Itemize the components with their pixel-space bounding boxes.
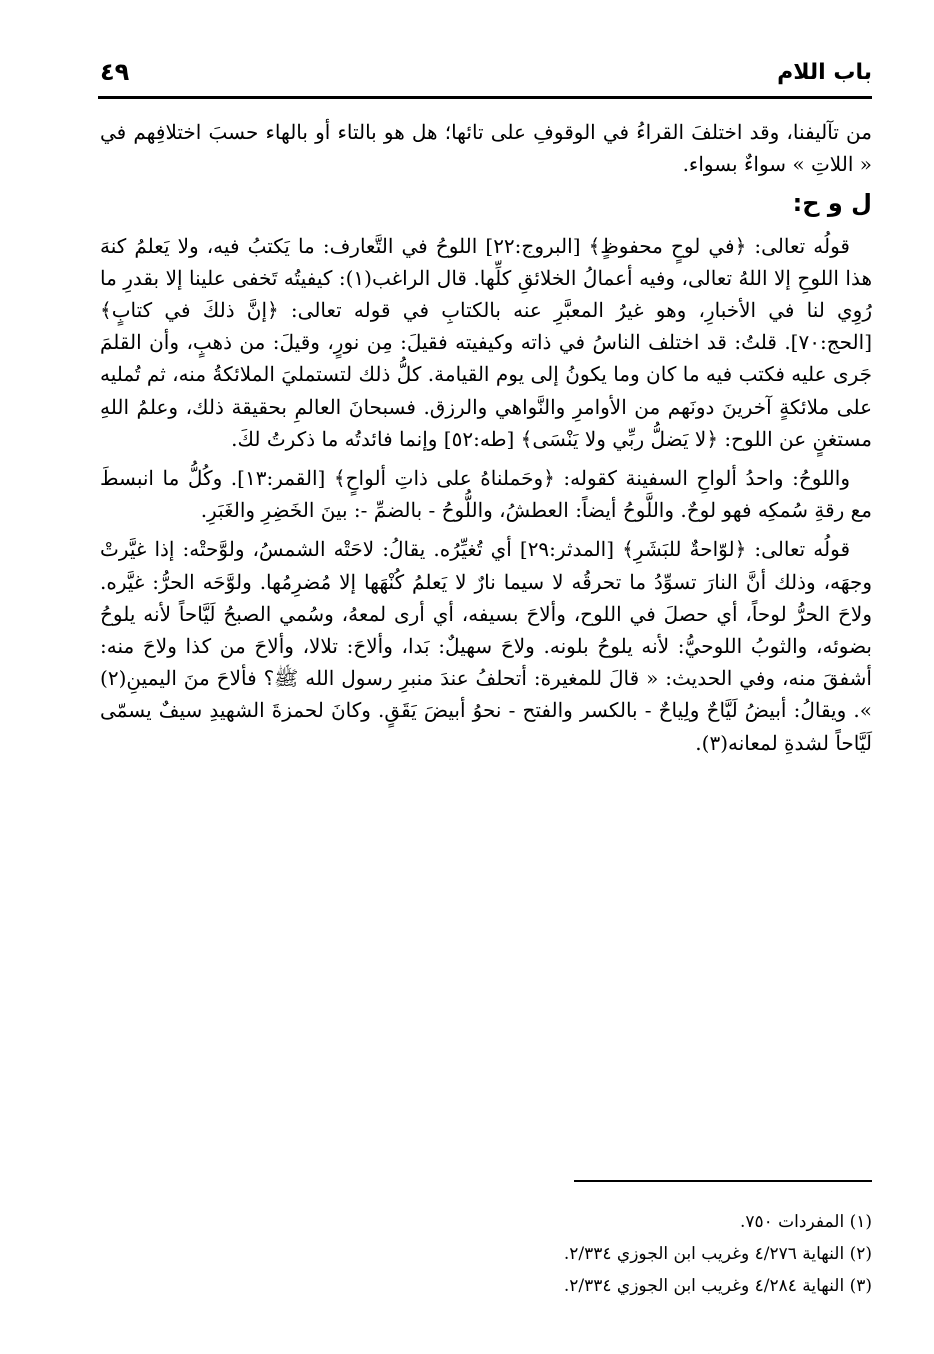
footnote-divider	[574, 1180, 872, 1182]
footnote-1: (١) المفردات ٧٥٠.	[739, 1212, 872, 1232]
footnote-2: (٢) النهاية ٤/٢٧٦ وغريب ابن الجوزي ٢/٣٣٤.	[563, 1244, 872, 1264]
footnote-3: (٣) النهاية ٤/٢٨٤ وغريب ابن الجوزي ٢/٣٣٤.	[563, 1276, 872, 1296]
paragraph-continuation: من تآليفنا، وقد اختلفَ القراءُ في الوقوفِ على تائها؛ هل هو بالتاء أو بالهاء حسبَ اختلافِهم في « اللاتِ » سواءٌ بسواء.	[100, 120, 872, 177]
paragraph-lawwaha: قولُه تعالى: ﴿لوّاحةٌ للبَشَرِ﴾ [المدثر:٢٩] أي تُغيِّرُه. يقالُ: لاحَتْه الشمسُ، ولوَّحتْه: إذا غيَّرتْ وجهَه، وذلك أنَّ النارَ تسوِّدُ ما تحرقُه لا سيما نارٌ لا يَعلمُ كُنْهَها إلا مُضرِمُها. ولوَّحَه الحرُّ: غيَّره. ولاحَ الحرُّ لوحاً، أي حصلَ في اللوح، وألاحَ بسيفه، أي أرى لمعهُ، وسُمي الصبحُ لَيَّاحاً لأنه يلوحُ بضوئه، والثوبُ اللوحيُّ: لأنه يلوحُ بلونه. ولاحَ سهيلٌ: بَدا، وألاحَ: تلالا، وألاحَ من كذا ولاحَ منه: أشفقَ منه، وفي الحديث: « قالَ للمغيرة: أتحلفُ عندَ منبرِ رسول الله ﷺ؟ فألاحَ منَ اليمينِ(٢) ». ويقالُ: أبيضُ لَيَّاحٌ ولِياحٌ - بالكسر والفتح - نحوُ أبيضَ يَقَقٍ. وكانَ لحمزةَ الشهيدِ سيفٌ يسمّى لَيَّاحاً لشدةِ لمعانه(٣).	[100, 537, 872, 755]
chapter-title: باب اللام	[777, 60, 872, 85]
footnotes	[100, 1206, 872, 1302]
section-heading: ل و ح:	[792, 189, 872, 218]
paragraph-alwah: واللوحُ: واحدُ ألواحِ السفينة كقوله: ﴿وحَملناهُ على ذاتِ ألواحٍ﴾ [القمر:١٣]. وكُلُّ ما انبسطَ مع رقةِ سُمكِه فهو لوحٌ. واللَّوحُ أيضاً: العطشُ، واللُّوحُ - بالضمِّ -: بينَ الخَضِرِ والغَبَرِ.	[100, 466, 872, 523]
page-header	[98, 56, 872, 99]
paragraph-lawh: قولُه تعالى: ﴿في لوحٍ محفوظٍ﴾ [البروج:٢٢] اللوحُ في التَّعارف: ما يَكتبُ فيه، ولا يَعلمُ كنهَ هذا اللوحِ إلا اللهُ تعالى، وفيه أعمالُ الخلائقِ كلِّها. قال الراغب(١): كيفيتُه تَخفى علينا إلا بقدرِ ما رُوِي لنا في الأخبارِ، وهو غيرُ المعبَّرِ عنه بالكتابِ في قوله تعالى: ﴿إنَّ ذلكَ في كتابٍ﴾ [الحج:٧٠]. قلتُ: قد اختلف الناسُ في ذاته وكيفيته فقيلَ: مِن نورٍ، وقيلَ: من ذهبٍ، وأن القلمَ جَرى عليه فكتب فيه ما كان وما يكونُ إلى يوم القيامة. كلُّ ذلك لتستمليَ الملائكةُ منه، ثم تُمليه على ملائكةٍ آخرينَ دونَهم من الأوامرِ والنَّواهي والرزق. فسبحانَ العالمِ بحقيقة ذلك، وعلمُ اللهِ مستغنٍ عن اللوح: ﴿لا يَضلُّ ربِّي ولا يَنْسَى﴾ [طه:٥٢] وإنما فائدتُه ما ذكرتُ لكَ.	[100, 233, 872, 451]
main-text	[100, 116, 872, 766]
page-number: ٤٩	[100, 58, 130, 86]
